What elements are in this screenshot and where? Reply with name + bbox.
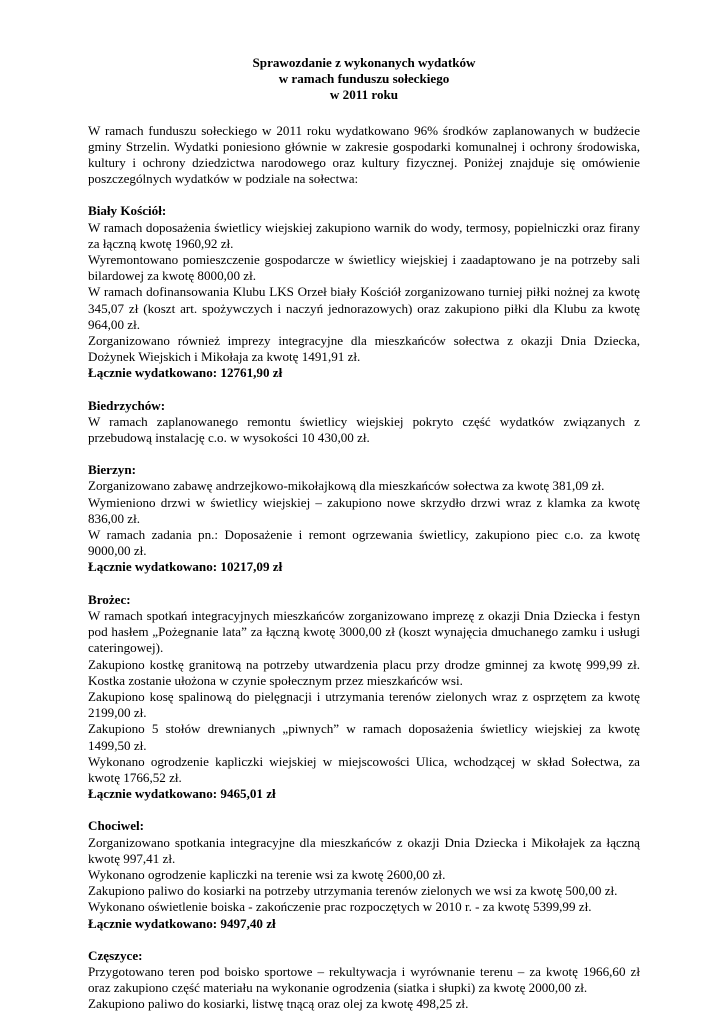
- section-bialy-kosciol: [88, 203, 640, 381]
- section-paragraph: W ramach zadania pn.: Doposażenie i remont ogrzewania świetlicy, zakupiono piec c.o. za kwotę 9000,00 zł.: [88, 527, 640, 559]
- section-bierzyn: [88, 462, 640, 575]
- section-paragraph: W ramach doposażenia świetlicy wiejskiej zakupiono warnik do wody, termosy, popielniczki oraz firany za łączną kwotę 1960,92 zł.: [88, 219, 640, 251]
- section-czeszyce: [88, 948, 640, 1013]
- section-total: Łącznie wydatkowano: 9465,01 zł: [88, 786, 276, 802]
- section-heading: Biały Kościół:: [88, 203, 167, 219]
- section-paragraph: Zakupiono paliwo do kosiarki, listwę tnącą oraz olej za kwotę 498,25 zł.: [88, 996, 469, 1012]
- document-title-line-2: w ramach funduszu sołeckiego: [278, 71, 450, 87]
- section-heading: Biedrzychów:: [88, 397, 166, 413]
- section-total: Łącznie wydatkowano: 9497,40 zł: [88, 915, 276, 931]
- section-biedrzychow: [88, 398, 640, 447]
- section-total: Łącznie wydatkowano: 12761,90 zł: [88, 365, 283, 381]
- section-paragraph: Zorganizowano również imprezy integracyjne dla mieszkańców sołectwa z okazji Dnia Dziecka, Dożynek Wiejskich i Mikołaja za kwotę 1491,91 zł.: [88, 333, 640, 365]
- section-paragraph: Wyremontowano pomieszczenie gospodarcze w świetlicy wiejskiej i zaadaptowano je na potrzeby sali bilardowej za kwotę 8000,00 zł.: [88, 252, 640, 284]
- section-chociwel: [88, 818, 640, 931]
- section-heading: Chociwel:: [88, 818, 145, 834]
- document-title-line-1: Sprawozdanie z wykonanych wydatków: [252, 55, 476, 70]
- section-paragraph: W ramach dofinansowania Klubu LKS Orzeł biały Kościół zorganizowano turniej piłki nożnej za kwotę 345,07 zł (koszt art. spożywczych i naczyń jednorazowych) oraz zakupiono piłki dla Klubu za kwotę 964,00 zł.: [88, 284, 640, 332]
- section-brozec: [88, 592, 640, 803]
- section-paragraph: Zakupiono kostkę granitową na potrzeby utwardzenia placu przy drodze gminnej za kwotę 999,99 zł. Kostka zostanie ułożona w czynie społecznym przez mieszkańców wsi.: [88, 656, 640, 688]
- section-heading: Brożec:: [88, 591, 131, 607]
- section-paragraph: Przygotowano teren pod boisko sportowe – rekultywacja i wyrównanie terenu – za kwotę 1966,60 zł oraz zakupiono część materiału na wykonanie ogrodzenia (siatka i słupki) za kwotę 2000,00 zł.: [88, 963, 640, 996]
- section-paragraph: Zorganizowano spotkania integracyjne dla mieszkańców z okazji Dnia Dziecka i Mikołajek za łączną kwotę 997,41 zł.: [88, 834, 640, 866]
- intro-paragraph: W ramach funduszu sołeckiego w 2011 roku wydatkowano 96% środków zaplanowanych w budżecie gminy Strzelin. Wydatki poniesiono głównie w zakresie gospodarki komunalnej i ochrony środowiska, kultury i ochrony dziedzictwa narodowego oraz kultury fizycznej. Poniżej znajduje się omówienie poszczególnych wydatków w podziale na sołectwa:: [88, 122, 640, 187]
- section-paragraph: Wykonano oświetlenie boiska - zakończenie prac rozpoczętych w 2010 r. - za kwotę 5399,99 zł.: [88, 899, 592, 915]
- section-paragraph: W ramach zaplanowanego remontu świetlicy wiejskiej pokryto część wydatków związanych z przebudową instalację c.o. w wysokości 10 430,00 zł.: [88, 413, 640, 446]
- section-heading: Częszyce:: [88, 947, 143, 963]
- section-total: Łącznie wydatkowano: 10217,09 zł: [88, 559, 283, 575]
- section-paragraph: Wymieniono drzwi w świetlicy wiejskiej – zakupiono nowe skrzydło drzwi wraz z klamka za kwotę 836,00 zł.: [88, 494, 640, 526]
- document-page: [88, 55, 640, 1013]
- section-paragraph: Zakupiono 5 stołów drewnianych „piwnych” w ramach doposażenia świetlicy wiejskiej za kwotę 1499,50 zł.: [88, 721, 640, 753]
- section-paragraph: Wykonano ogrodzenie kapliczki na terenie wsi za kwotę 2600,00 zł.: [88, 866, 446, 882]
- section-paragraph: Wykonano ogrodzenie kapliczki wiejskiej w miejscowości Ulica, wchodzącej w skład Sołectwa, za kwotę 1766,52 zł.: [88, 753, 640, 785]
- section-heading: Bierzyn:: [88, 462, 136, 478]
- section-paragraph: Zakupiono kosę spalinową do pielęgnacji i utrzymania terenów zielonych wraz z osprzętem za kwotę 2199,00 zł.: [88, 688, 640, 721]
- section-paragraph: W ramach spotkań integracyjnych mieszkańców zorganizowano imprezę z okazji Dnia Dziecka i festyn pod hasłem „Pożegnanie lata” za łączną kwotę 3000,00 zł (koszt wynajęcia dmuchanego zamku i usługi cateringowej).: [88, 607, 640, 656]
- document-title-line-3: w 2011 roku: [329, 87, 399, 103]
- section-paragraph: Zakupiono paliwo do kosiarki na potrzeby utrzymania terenów zielonych we wsi za kwotę 500,00 zł.: [88, 883, 618, 899]
- section-paragraph: Zorganizowano zabawę andrzejkowo-mikołajkową dla mieszkańców sołectwa za kwotę 381,09 zł.: [88, 478, 605, 494]
